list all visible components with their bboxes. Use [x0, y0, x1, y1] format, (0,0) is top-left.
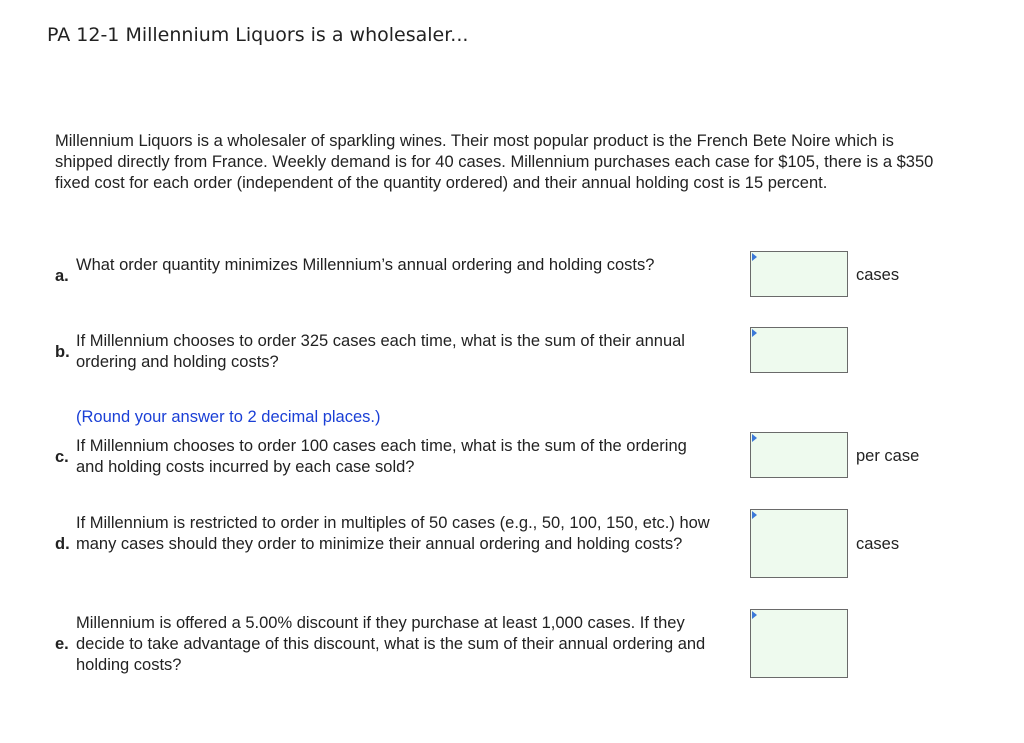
- answer-d-input[interactable]: [751, 510, 847, 577]
- answer-a-unit: cases: [856, 266, 900, 284]
- answer-a-box: [750, 251, 848, 297]
- answer-e-box: [750, 609, 848, 678]
- answer-b-input[interactable]: [751, 328, 847, 372]
- input-flag-icon: [752, 329, 757, 337]
- question-b-letter: b.: [55, 343, 70, 361]
- input-flag-icon: [752, 434, 757, 442]
- answer-a-input[interactable]: [751, 252, 847, 296]
- question-d: [55, 513, 715, 555]
- answer-c-box: [750, 432, 848, 478]
- question-d-letter: d.: [55, 535, 70, 553]
- rounding-note: (Round your answer to 2 decimal places.): [76, 408, 381, 426]
- answer-d-unit: cases: [856, 535, 900, 553]
- question-a: [55, 255, 715, 285]
- answer-c-input[interactable]: [751, 433, 847, 477]
- question-a-letter: a.: [55, 267, 69, 285]
- question-b: [55, 331, 715, 373]
- question-e-text: Millennium is offered a 5.00% discount if they purchase at least 1,000 cases. If they decide to take advantage of this discount, what is the sum of their annual ordering and holding costs?: [76, 614, 706, 674]
- answer-c-unit: per case: [856, 447, 920, 465]
- question-e: [55, 613, 715, 676]
- question-c-letter: c.: [55, 448, 69, 466]
- question-d-text: If Millennium is restricted to order in multiples of 50 cases (e.g., 50, 100, 150, etc.) how many cases should they order to minimize their annual ordering and holding costs?: [76, 514, 710, 553]
- question-e-letter: e.: [55, 635, 69, 653]
- input-flag-icon: [752, 253, 757, 261]
- question-c: [55, 407, 715, 478]
- input-flag-icon: [752, 511, 757, 519]
- question-c-text: If Millennium chooses to order 100 cases each time, what is the sum of the ordering and holding costs incurred by each case sold?: [76, 437, 687, 476]
- answer-b-box: [750, 327, 848, 373]
- input-flag-icon: [752, 611, 757, 619]
- question-a-text: What order quantity minimizes Millennium’s annual ordering and holding costs?: [76, 256, 655, 274]
- answer-e-input[interactable]: [751, 610, 847, 677]
- question-b-text: If Millennium chooses to order 325 cases each time, what is the sum of their annual ordering and holding costs?: [76, 332, 685, 371]
- page-title: PA 12-1 Millennium Liquors is a wholesaler...: [47, 24, 469, 46]
- answer-d-box: [750, 509, 848, 578]
- problem-statement: Millennium Liquors is a wholesaler of sparkling wines. Their most popular product is the French Bete Noire which is shipped directly from France. Weekly demand is for 40 cases. Millennium purchases each case for $105, there is a $350 fixed cost for each order (independent of the quantity ordered) and their annual holding cost is 15 percent.: [55, 132, 934, 192]
